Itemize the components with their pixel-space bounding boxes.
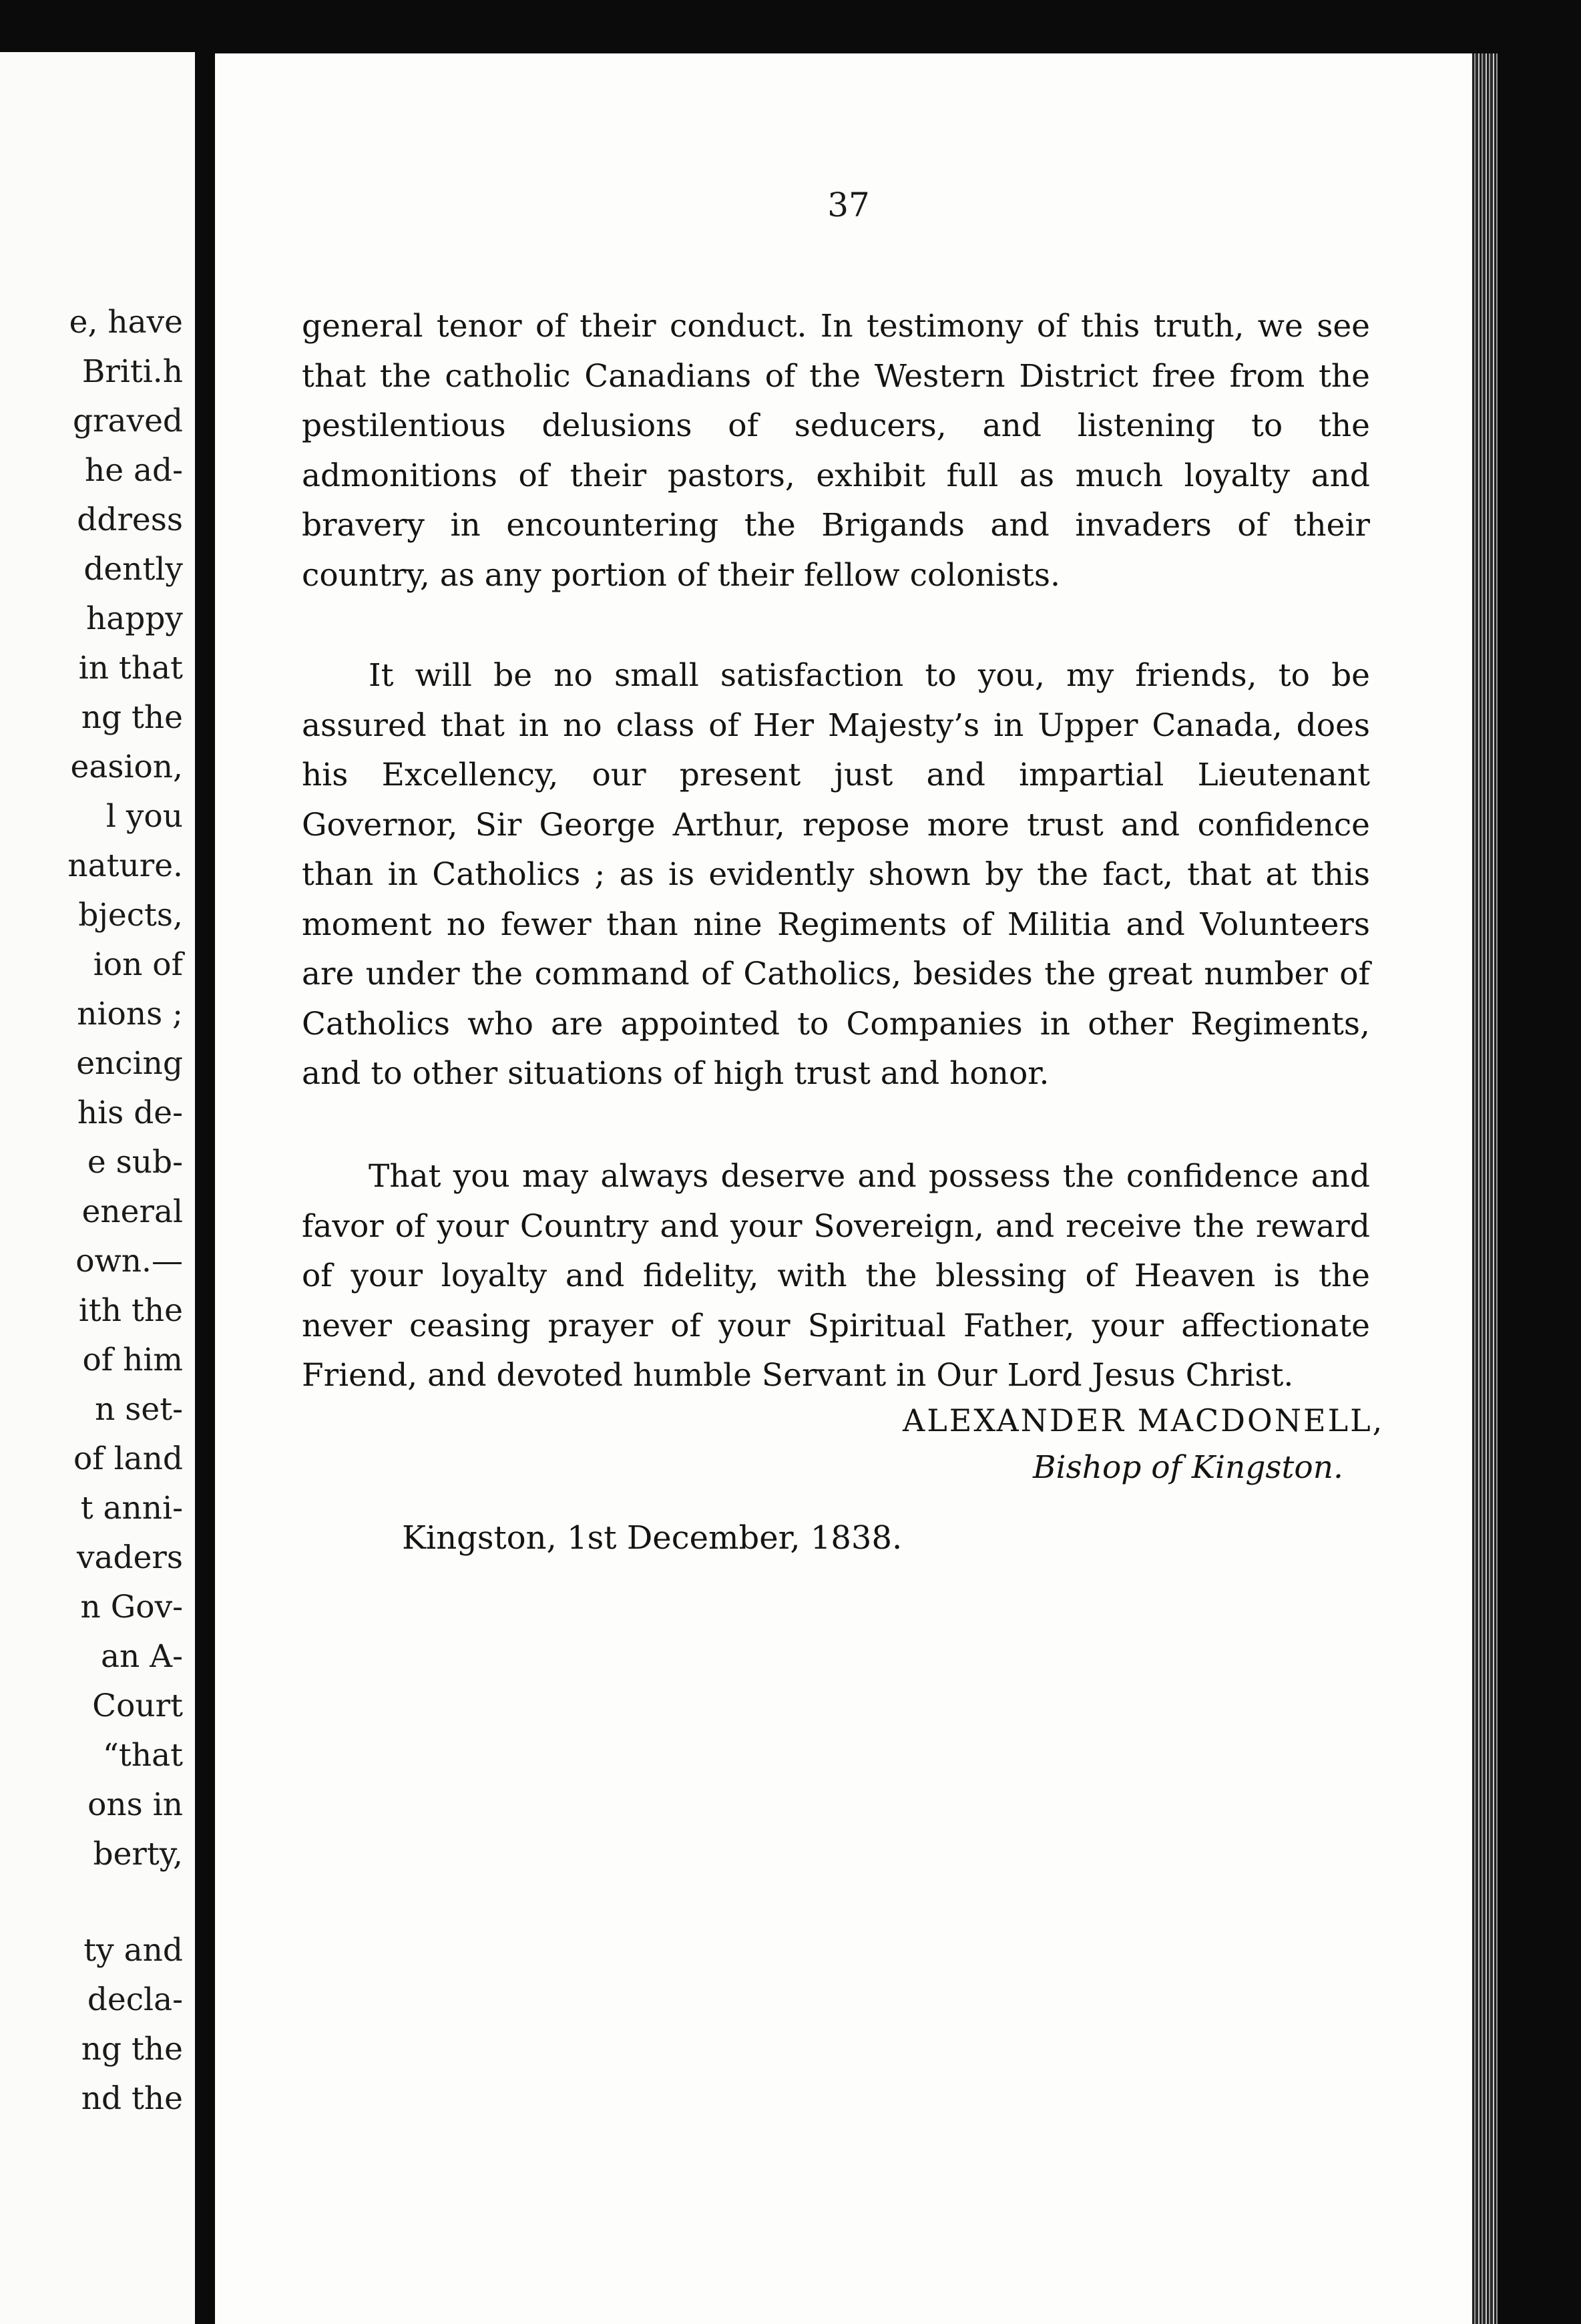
left-line: he ad- xyxy=(84,452,183,489)
left-line: eneral xyxy=(81,1193,183,1230)
left-line: n set- xyxy=(95,1391,183,1428)
left-line: “that xyxy=(102,1737,183,1774)
left-page-fragment xyxy=(0,52,195,2324)
signature-title: Bishop of Kingston. xyxy=(1033,1449,1343,1486)
place-date: Kingston, 1st December, 1838. xyxy=(402,1519,903,1557)
page-number: 37 xyxy=(827,186,870,224)
page-edge xyxy=(1472,53,1498,2324)
left-line: his de- xyxy=(77,1095,183,1131)
left-line: ng the xyxy=(81,699,183,736)
left-line: decla- xyxy=(87,1981,183,2018)
left-line: e sub- xyxy=(87,1144,183,1181)
left-line: ddress xyxy=(77,502,183,538)
left-line: nature. xyxy=(67,847,183,884)
left-line: bjects, xyxy=(78,897,183,934)
left-line: in that xyxy=(78,650,183,687)
left-line: Briti.h xyxy=(81,353,183,390)
left-line: ng the xyxy=(81,2031,183,2068)
left-line: berty, xyxy=(93,1836,183,1873)
left-line: ons in xyxy=(87,1786,183,1823)
left-line: Court xyxy=(92,1688,183,1724)
left-line: own.— xyxy=(75,1243,183,1280)
paragraph: general tenor of their conduct. In testimony of this truth, we see that the catholic Canadians of the Western District free from the pestilentious delusions of seducers, and listening to the admonitions of their pastors, exhibit full as much loyalty and bravery in encountering the Brigands and invaders of their country, as any portion of their fellow colonists. xyxy=(302,308,1370,594)
left-line: of him xyxy=(82,1342,183,1378)
paragraph: That you may always deserve and possess the confidence and favor of your Country and your Sovereign, and receive the reward of your loyalty and fidelity, with the blessing of Heaven is the never ceasing prayer of your Spiritual Father, your affectionate Friend, and devoted humble Servant in Our Lord Jesus Christ. xyxy=(302,1158,1370,1394)
left-line: nions ; xyxy=(77,996,183,1032)
left-line: easion, xyxy=(70,749,183,785)
left-line: graved xyxy=(72,403,183,439)
left-line: t anni- xyxy=(80,1490,183,1527)
left-line: ion of xyxy=(93,946,183,983)
signature-name: ALEXANDER MACDONELL, xyxy=(903,1402,1385,1438)
left-line: dently xyxy=(83,551,183,588)
left-line: n Gov- xyxy=(80,1589,183,1625)
book-gutter xyxy=(195,52,215,2324)
left-line: vaders xyxy=(76,1539,183,1576)
left-line: nd the xyxy=(81,2080,183,2117)
left-line: ty and xyxy=(83,1932,183,1969)
left-line: happy xyxy=(85,600,183,637)
left-line: l you xyxy=(105,798,183,835)
left-line: e, have xyxy=(69,304,183,341)
left-line: an A- xyxy=(100,1638,183,1675)
left-line: encing xyxy=(76,1045,183,1082)
right-page xyxy=(215,53,1482,2324)
left-line: ith the xyxy=(78,1292,183,1329)
left-line: of land xyxy=(73,1440,183,1477)
paragraph: It will be no small satisfaction to you, my friends, to be assured that in no class of Her Majesty’s in Upper Canada, does his Excellency, our present just and impartial Lieutenant Governor, Sir George Arthur, repose more trust and confidence than in Catholics ; as is evidently shown by the fact, that at this moment no fewer than nine Regiments of Militia and Volunteers are under the command of Catholics, besides the great number of Catholics who are appointed to Companies in other Regiments, and to other situations of high trust and honor. xyxy=(302,657,1370,1092)
